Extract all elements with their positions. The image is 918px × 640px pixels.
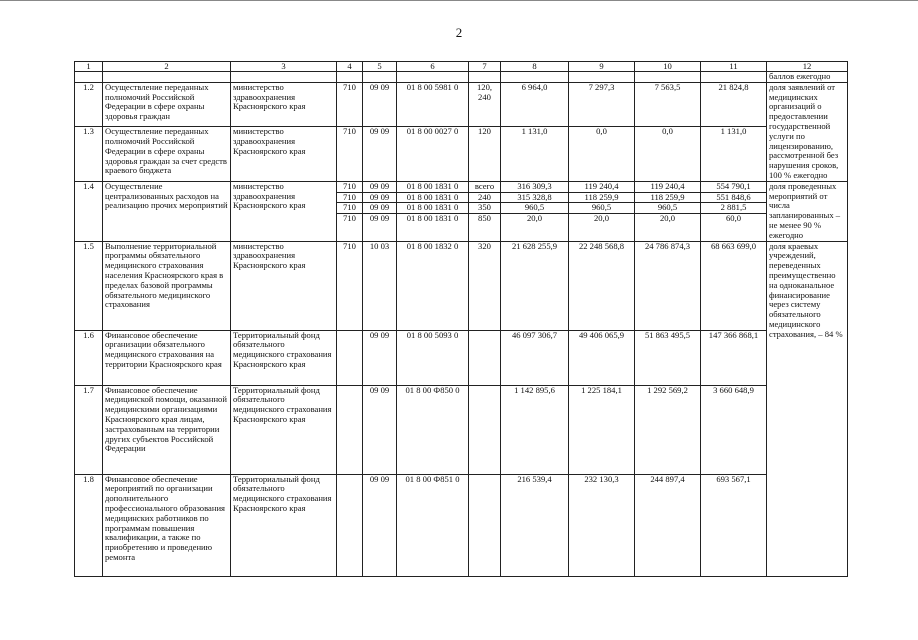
row-rzpr: 09 09 [363, 82, 397, 126]
row-csr: 01 8 00 1832 0 [397, 241, 469, 330]
indicator-cell: доля заявлений от медицинских организаций о предоставлении государственной услуги по лицензированию, рассмотренной без нарушения сроков, 100 % ежегодно [767, 82, 848, 181]
row-csr: 01 8 00 5093 0 [397, 330, 469, 385]
col-header: 12 [767, 62, 848, 72]
indicator-cell: доля краевых учреждений, переведенных преимущественно на одноканальное финансирование через систему обязательного медицинского страхования, – 84 % [767, 241, 848, 576]
col-header: 2 [103, 62, 231, 72]
row-org: Территориальный фонд обязательного медицинского страхования Красноярского края [231, 474, 337, 576]
row-vr: 120, 240 [469, 82, 501, 126]
row-org: Территориальный фонд обязательного медицинского страхования Красноярского края [231, 330, 337, 385]
row-grbs: 710 [337, 127, 363, 182]
row-value-10: 24 786 874,3 [635, 241, 701, 330]
col-header: 8 [501, 62, 569, 72]
row-value-8: 1 142 895,6 [501, 385, 569, 474]
row-number: 1.6 [75, 330, 103, 385]
col-header: 3 [231, 62, 337, 72]
row-grbs: 710 [337, 241, 363, 330]
row-name: Осуществление переданных полномочий Российской Федерации в сфере охраны здоровья граждан [103, 82, 231, 126]
row-value-10: 51 863 495,5 [635, 330, 701, 385]
indicator-cell: доля проведенных мероприятий от числа запланированных – не менее 90 % ежегодно [767, 181, 848, 241]
row-value-10-stack: 119 240,4 118 259,9 960,5 20,0 [635, 181, 701, 241]
row-number: 1.7 [75, 385, 103, 474]
row-rzpr: 10 03 [363, 241, 397, 330]
table-row [75, 72, 848, 83]
col-header: 10 [635, 62, 701, 72]
row-org: министерство здравоохранения Красноярского края [231, 181, 337, 241]
row-value-11: 3 660 648,9 [701, 385, 767, 474]
row-rzpr: 09 09 [363, 127, 397, 182]
row-vr-stack: всего 240 350 850 [469, 181, 501, 241]
page-number: 2 [455, 25, 463, 40]
row-value-8: 216 539,4 [501, 474, 569, 576]
row-value-9: 232 130,3 [569, 474, 635, 576]
table-row [75, 127, 848, 182]
indicator-cell: баллов ежегодно [767, 72, 848, 83]
row-number: 1.5 [75, 241, 103, 330]
row-value-8: 46 097 306,7 [501, 330, 569, 385]
row-grbs [337, 385, 363, 474]
row-value-8: 21 628 255,9 [501, 241, 569, 330]
col-header: 9 [569, 62, 635, 72]
row-csr: 01 8 00 0027 0 [397, 127, 469, 182]
top-rule [0, 0, 918, 1]
table-row [75, 330, 848, 385]
row-number: 1.3 [75, 127, 103, 182]
table-row [75, 385, 848, 474]
row-value-9-stack: 119 240,4 118 259,9 960,5 20,0 [569, 181, 635, 241]
row-value-10: 1 292 569,2 [635, 385, 701, 474]
row-grbs-stack: 710 710 710 710 [337, 181, 363, 241]
row-csr: 01 8 00 Ф850 0 [397, 385, 469, 474]
row-name: Финансовое обеспечение медицинской помощи, оказанной медицинскими организациями Красноярского края лицам, застрахованным на территории других субъектов Российской Федерации [103, 385, 231, 474]
row-vr [469, 474, 501, 576]
row-value-11-stack: 554 790,1 551 848,6 2 881,5 60,0 [701, 181, 767, 241]
row-vr: 320 [469, 241, 501, 330]
row-rzpr: 09 09 [363, 330, 397, 385]
row-name: Осуществление централизованных расходов на реализацию прочих мероприятий [103, 181, 231, 241]
col-header: 6 [397, 62, 469, 72]
col-header: 11 [701, 62, 767, 72]
row-name: Финансовое обеспечение организации обязательного медицинского страхования на территории Красноярского края [103, 330, 231, 385]
row-grbs [337, 474, 363, 576]
table-row [75, 474, 848, 576]
col-header: 1 [75, 62, 103, 72]
budget-table [74, 61, 848, 577]
col-header: 7 [469, 62, 501, 72]
row-rzpr: 09 09 [363, 385, 397, 474]
table-row [75, 241, 848, 330]
row-value-8: 1 131,0 [501, 127, 569, 182]
row-vr: 120 [469, 127, 501, 182]
row-value-11: 1 131,0 [701, 127, 767, 182]
row-grbs [337, 330, 363, 385]
col-header: 5 [363, 62, 397, 72]
row-value-8: 6 964,0 [501, 82, 569, 126]
row-rzpr-stack: 09 09 09 09 09 09 09 09 [363, 181, 397, 241]
row-csr-stack: 01 8 00 1831 0 01 8 00 1831 0 01 8 00 1831 0 01 8 00 1831 0 [397, 181, 469, 241]
row-name: Осуществление переданных полномочий Российской Федерации в сфере охраны здоровья граждан за счет средств краевого бюджета [103, 127, 231, 182]
row-number: 1.8 [75, 474, 103, 576]
row-name: Финансовое обеспечение мероприятий по организации дополнительного профессионального образования медицинских работников по программам повышения квалификации, а также по приобретению и проведению ремонта [103, 474, 231, 576]
row-value-9: 7 297,3 [569, 82, 635, 126]
row-value-9: 0,0 [569, 127, 635, 182]
row-value-9: 1 225 184,1 [569, 385, 635, 474]
table-row [75, 82, 848, 126]
row-value-9: 22 248 568,8 [569, 241, 635, 330]
row-rzpr: 09 09 [363, 474, 397, 576]
row-org: министерство здравоохранения Красноярского края [231, 127, 337, 182]
row-number: 1.2 [75, 82, 103, 126]
row-csr: 01 8 00 5981 0 [397, 82, 469, 126]
row-value-8-stack: 316 309,3 315 328,8 960,5 20,0 [501, 181, 569, 241]
row-value-11: 147 366 868,1 [701, 330, 767, 385]
table-row [75, 181, 848, 241]
row-csr: 01 8 00 Ф851 0 [397, 474, 469, 576]
row-vr [469, 385, 501, 474]
row-vr [469, 330, 501, 385]
row-value-11: 21 824,8 [701, 82, 767, 126]
row-grbs: 710 [337, 82, 363, 126]
row-value-11: 693 567,1 [701, 474, 767, 576]
column-header-row [75, 62, 848, 72]
row-value-9: 49 406 065,9 [569, 330, 635, 385]
row-value-10: 244 897,4 [635, 474, 701, 576]
row-number: 1.4 [75, 181, 103, 241]
row-org: министерство здравоохранения Красноярского края [231, 82, 337, 126]
col-header: 4 [337, 62, 363, 72]
row-name: Выполнение территориальной программы обязательного медицинского страхования населения Красноярского края в пределах базовой программы обязательного медицинского страхования [103, 241, 231, 330]
row-value-11: 68 663 699,0 [701, 241, 767, 330]
row-value-10: 7 563,5 [635, 82, 701, 126]
row-org: Территориальный фонд обязательного медицинского страхования Красноярского края [231, 385, 337, 474]
row-value-10: 0,0 [635, 127, 701, 182]
row-org: министерство здравоохранения Красноярского края [231, 241, 337, 330]
